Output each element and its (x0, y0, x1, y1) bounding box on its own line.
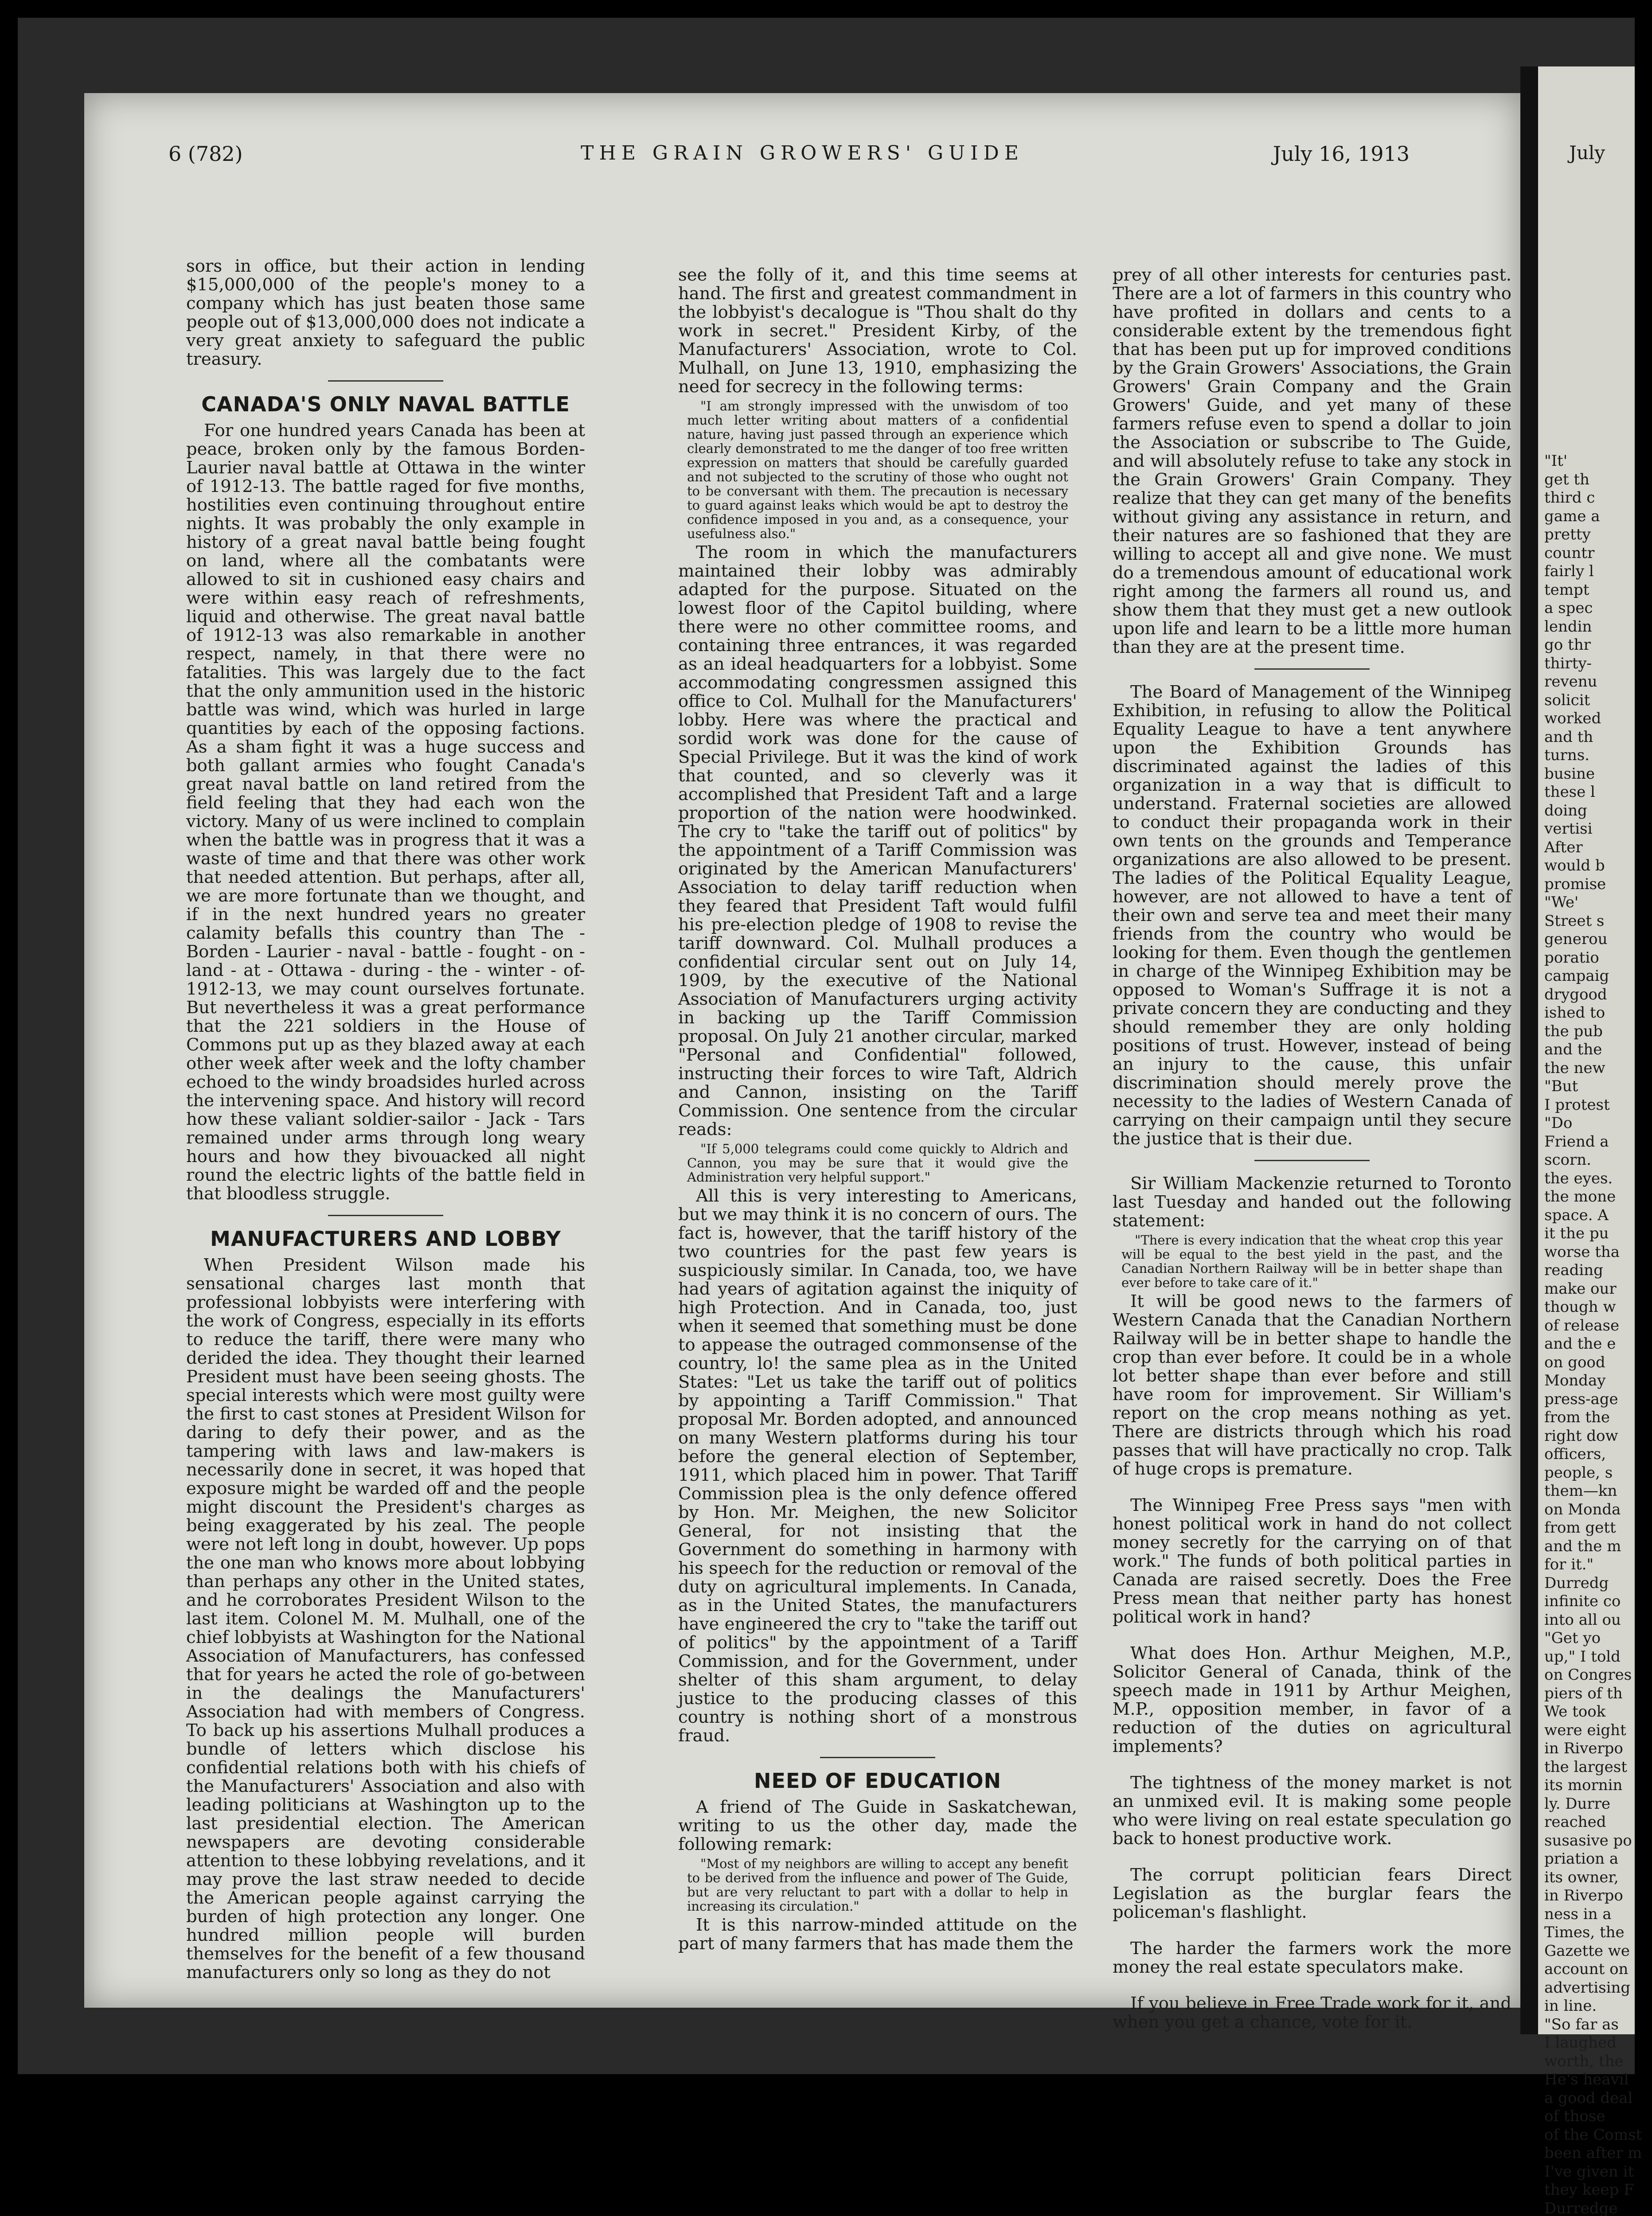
newspaper-title: THE GRAIN GROWERS' GUIDE (84, 142, 1520, 164)
adjacent-text-fragment: make our (1538, 1280, 1652, 1299)
adjacent-text-fragment: been after m (1538, 2144, 1652, 2163)
headline-need-of-education: NEED OF EDUCATION (678, 1771, 1077, 1790)
adjacent-text-fragment: Street s (1538, 912, 1652, 931)
adjacent-text-fragment: generou (1538, 930, 1652, 949)
adjacent-text-fragment: "Get yo (1538, 1629, 1652, 1648)
quoted-circular: "If 5,000 telegrams could come quickly to Aldrich and Cannon, you may be sure that it would give the Administration very helpful support." (687, 1142, 1068, 1184)
adjacent-text-fragment: of release (1538, 1317, 1652, 1335)
adjacent-text-fragment: of those (1538, 2107, 1652, 2126)
divider (1254, 1160, 1370, 1161)
article-paragraph: A friend of The Guide in Saskatchewan, writing to us the other day, made the following remark: (678, 1798, 1077, 1854)
adjacent-text-fragment: countr (1538, 544, 1652, 563)
adjacent-text-fragment: on Congres (1538, 1666, 1652, 1685)
adjacent-text-fragment: go thr (1538, 636, 1652, 655)
adjacent-text-fragment: on good (1538, 1354, 1652, 1372)
article-paragraph: see the folly of it, and this time seems at hand. The first and greatest commandment in the lobbyist's decalogue is "Thou shalt do thy work in secret." President Kirby, of the Manufacturers' Association, wrote to Col. Mulhall, on June 13, 1910, emphasizing the need for secrecy in the following terms: (678, 266, 1077, 396)
adjacent-text-fragment: account on (1538, 1960, 1652, 1979)
adjacent-text-fragment: ished to (1538, 1004, 1652, 1022)
quoted-statement: "There is every indication that the wheat crop this year will be equal to the best yield in the past, and the Canadian Northern Railway will be in better shape than ever before to take care of it." (1121, 1233, 1503, 1290)
page-gutter (1520, 66, 1538, 2034)
adjacent-text-fragment: a spec (1538, 599, 1652, 618)
article-continuation: sors in office, but their action in lending $15,000,000 of the people's money to a company which has just beaten those same people out of $13,000,000 does not indicate a very great anxiety to safeguard the public treasury. (186, 257, 585, 369)
column-1 (186, 257, 585, 1982)
editorial-exhibition: The Board of Management of the Winnipeg Exhibition, in refusing to allow the Political Equality League to have a tent anywhere upon the Exhibition Grounds has discriminated against the ladies of this organization in a way that is difficult to understand. Fraternal societies are allowed to conduct their propaganda work in their own tents on the grounds and Temperance organizations are also allowed to be present. The ladies of the Political Equality League, however, are not allowed to have a tent of their own and serve tea and meet their many friends from the country who would be looking for them. Even though the gentlemen in charge of the Winnipeg Exhibition may be opposed to Woman's Suffrage it is not a private concern they are conducting and they should remember they are only holding positions of trust. However, instead of being an injury to the cause, this unfair discrimination should merely prove the necessity to the ladies of Western Canada of carrying on their campaign until they secure the justice that is their due. (1113, 683, 1511, 1148)
editorial-mackenzie: Sir William Mackenzie returned to Toronto last Tuesday and handed out the following statement: (1113, 1174, 1511, 1230)
adjacent-text-fragment: the eyes. (1538, 1170, 1652, 1188)
adjacent-text-fragment: priation a (1538, 1850, 1652, 1869)
adjacent-text-fragment: in Riverpo (1538, 1887, 1652, 1905)
headline-naval-battle: CANADA'S ONLY NAVAL BATTLE (186, 395, 585, 414)
adjacent-text-fragment: it the pu (1538, 1225, 1652, 1243)
adjacent-text-fragment: for it." (1538, 1556, 1652, 1574)
adjacent-text-fragment: I protest (1538, 1096, 1652, 1115)
adjacent-text-fragment: worth, the (1538, 2052, 1652, 2071)
adjacent-text-fragment: ly. Durre (1538, 1795, 1652, 1814)
adjacent-text-fragment: infinite co (1538, 1592, 1652, 1611)
article-paragraph: The room in which the manufacturers maintained their lobby was admirably adapted for the purpose. Situated on the lowest floor of the Capitol building, where there were no other committee rooms, and containing three entrances, it was regarded as an ideal headquarters for a lobbyist. Some accommodating congressmen assigned this office to Col. Mulhall for the Manufacturers' lobby. Here was where the practical and sordid work was done for the cause of Special Privilege. But it was the kind of work that counted, and so cleverly was it accomplished that President Taft and a large proportion of the nation were hoodwinked. The cry to "take the tariff out of politics" by the appointment of a Tariff Commission was originated by the American Manufacturers' Association to delay tariff reduction when they feared that President Taft would fulfil his pre-election pledge of 1908 to revise the tariff downward. Col. Mulhall produces a confidential circular sent out on July 14, 1909, by the executive of the National Association of Manufacturers urging activity in backing up the Tariff Commission proposal. On July 21 another circular, marked "Personal and Confidential" followed, instructing their forces to wire Taft, Aldrich and Cannon, insisting on the Tariff Commission. One sentence from the circular reads: (678, 543, 1077, 1139)
divider (328, 380, 443, 382)
quoted-letter: "I am strongly impressed with the unwisdom of too much letter writing about matters of a confidential nature, having just passed through an experience which clearly demonstrated to me the danger of too free written expression on matters that should be carefully guarded and not subjected to the scrutiny of those who ought not to be conversant with them. The precaution is necessary to guard against leaks which would be apt to destroy the confidence imposed in you and, as a consequence, your usefulness also." (687, 399, 1068, 541)
adjacent-text-fragment: officers, (1538, 1445, 1652, 1464)
column-3 (1113, 266, 1511, 2032)
adjacent-text-fragment: into all ou (1538, 1611, 1652, 1630)
adjacent-text-fragment: worse tha (1538, 1243, 1652, 1262)
adjacent-text-fragment: busine (1538, 765, 1652, 784)
page-header (84, 142, 1520, 168)
adjacent-text-fragment: on Monda (1538, 1501, 1652, 1519)
adjacent-page-text (1538, 452, 1652, 2216)
adjacent-text-fragment: its mornin (1538, 1776, 1652, 1795)
adjacent-text-fragment: Durredg (1538, 1574, 1652, 1593)
adjacent-text-fragment: in Riverpo (1538, 1740, 1652, 1758)
divider (328, 1215, 443, 1216)
adjacent-text-fragment: lendin (1538, 618, 1652, 636)
adjacent-text-fragment: "But (1538, 1077, 1652, 1096)
adjacent-text-fragment: reading (1538, 1261, 1652, 1280)
adjacent-text-fragment: susasive po (1538, 1832, 1652, 1850)
editorial-free-trade: If you believe in Free Trade work for it, and when you get a chance, vote for it. (1113, 1994, 1511, 2032)
adjacent-text-fragment: reached (1538, 1813, 1652, 1832)
headline-manufacturers-lobby: MANUFACTURERS AND LOBBY (186, 1229, 585, 1248)
adjacent-text-fragment: "Do (1538, 1114, 1652, 1133)
adjacent-text-fragment: Times, the (1538, 1923, 1652, 1942)
adjacent-text-fragment: right dow (1538, 1427, 1652, 1446)
adjacent-text-fragment: drygood (1538, 986, 1652, 1004)
adjacent-text-fragment: After (1538, 839, 1652, 857)
adjacent-text-fragment: third c (1538, 489, 1652, 507)
adjacent-text-fragment: I've given it (1538, 2163, 1652, 2181)
adjacent-text-fragment: would b (1538, 857, 1652, 875)
adjacent-text-fragment: poratio (1538, 949, 1652, 968)
quoted-remark: "Most of my neighbors are willing to accept any benefit to be derived from the influence and power of The Guide, but are very reluctant to part with a dollar to help in increasing its circulation." (687, 1857, 1068, 1913)
adjacent-text-fragment: promise (1538, 875, 1652, 894)
article-paragraph: It is this narrow-minded attitude on the part of many farmers that has made them the (678, 1916, 1077, 1953)
adjacent-text-fragment: from the (1538, 1408, 1652, 1427)
article-naval-battle: For one hundred years Canada has been at peace, broken only by the famous Borden-Laurier naval battle at Ottawa in the winter of 1912-13. The battle raged for five months, hostilities even continuing throughout entire nights. It was probably the only example in history of a great naval battle being fought on land, where all the combatants were allowed to sit in cushioned easy chairs and were within easy reach of refreshments, liquid and otherwise. The great naval battle of 1912-13 was also remarkable in another respect, namely, in that there were no fatalities. This was largely due to the fact that the only ammunition used in the historic battle was wind, which was hurled in large quantities by each of the opposing factions. As a sham fight it was a huge success and both gallant armies who fought Canada's great naval battle on land retired from the field feeling that they had each won the victory. Many of us were inclined to complain when the battle was in progress that it was a waste of time and that there was other work that needed attention. But perhaps, after all, we are more fortunate than we thought, and if in the next hundred years no greater calamity befalls this country than The - Borden - Laurier - naval - battle - fought - on - land - at - Ottawa - during - the - winter - of-1912-13, we may count ourselves fortunate. But nevertheless it was a great performance that the 221 soldiers in the House of Commons put up as they blazed away at each other week after week and the lofty chamber echoed to the windy broadsides hurled across the intervening space. And history will record how these valiant soldier-sailor - Jack - Tars remained under arms through long weary hours and how they bivouacked all night round the electric lights of the battle field in that bloodless struggle. (186, 421, 585, 1203)
column-2 (678, 266, 1077, 1953)
adjacent-text-fragment: "It' (1538, 452, 1652, 471)
page-number: 6 (782) (168, 142, 243, 166)
adjacent-text-fragment: people, s (1538, 1464, 1652, 1483)
adjacent-text-fragment: and the e (1538, 1335, 1652, 1354)
adjacent-text-fragment: thirty- (1538, 655, 1652, 673)
adjacent-text-fragment: fairly l (1538, 562, 1652, 581)
editorial-free-press: The Winnipeg Free Press says "men with honest political work in hand do not collect money secretly for the carrying on of that work." The funds of both political parties in Canada are raised secretly. Does the Free Press mean that neither party has honest political work in hand? (1113, 1496, 1511, 1627)
adjacent-text-fragment: from gett (1538, 1519, 1652, 1537)
adjacent-page-header: July (1569, 142, 1605, 164)
adjacent-text-fragment: turns. (1538, 746, 1652, 765)
article-paragraph: prey of all other interests for centuries past. There are a lot of farmers in this country who have profited in dollars and cents to a considerable extent by the tremendous fight that has been put up for improved conditions by the Grain Growers' Associations, the Grain Growers' Grain Company and the Grain Growers' Guide, and yet many of these farmers refuse even to spend a dollar to join the Association or subscribe to The Guide, and will absolutely refuse to take any stock in the Grain Growers' Grain Company. They realize that they can get many of the benefits without giving any assistance in return, and their natures are so fashioned that they are willing to accept all and give none. We must do a tremendous amount of educational work right among the farmers all round us, and show them that they must get a new outlook upon life and learn to be a little more human than they are at the present time. (1113, 266, 1511, 657)
article-paragraph: All this is very interesting to Americans, but we may think it is no concern of ours. The fact is, however, that the tariff history of the two countries for the past few years is suspiciously similar. In Canada, too, we have had years of agitation against the iniquity of high Protection. And in Canada, too, just when it seemed that something must be done to appease the outraged commonsense of the country, lo! the same plea as in the United States: "Let us take the tariff out of politics by appointing a Tariff Commission." That proposal Mr. Borden adopted, and announced on many Western platforms during his tour before the general election of September, 1911, which placed him in power. That Tariff Commission plea is the only defence offered by Hon. Mr. Meighen, the new Solicitor General, for not insisting that the Government do something in harmony with his speech for the reduction or removal of the duty on agricultural implements. In Canada, as in the United States, the manufacturers have engineered the cry to "take the tariff out of politics" by the appointment of a Tariff Commission, and for the Government, under shelter of this sham argument, to delay justice to the producing classes of this country is nothing short of a monstrous fraud. (678, 1187, 1077, 1745)
adjacent-text-fragment: tempt (1538, 581, 1652, 600)
editorial-money-market: The tightness of the money market is not an unmixed evil. It is making some people who were living on real estate speculation go back to honest productive work. (1113, 1774, 1511, 1848)
adjacent-text-fragment: campaig (1538, 967, 1652, 986)
adjacent-text-fragment: Durredge (1538, 2200, 1652, 2216)
adjacent-text-fragment: Monday (1538, 1372, 1652, 1390)
newspaper-page (84, 93, 1520, 2008)
adjacent-text-fragment: doing (1538, 802, 1652, 820)
adjacent-text-fragment: were eight (1538, 1721, 1652, 1740)
adjacent-text-fragment: game a (1538, 507, 1652, 526)
adjacent-text-fragment: of the Comst (1538, 2126, 1652, 2145)
adjacent-text-fragment: them—kn (1538, 1482, 1652, 1501)
adjacent-text-fragment: "We' (1538, 893, 1652, 912)
adjacent-text-fragment: these l (1538, 783, 1652, 802)
adjacent-text-fragment: scorn. (1538, 1151, 1652, 1170)
adjacent-text-fragment: the pub (1538, 1022, 1652, 1041)
divider (1254, 668, 1370, 670)
adjacent-text-fragment: get th (1538, 471, 1652, 489)
adjacent-text-fragment: and the (1538, 1041, 1652, 1059)
adjacent-text-fragment: space. A (1538, 1206, 1652, 1225)
adjacent-text-fragment: We took (1538, 1703, 1652, 1721)
adjacent-text-fragment: in line. (1538, 1997, 1652, 2016)
adjacent-text-fragment: "So far as (1538, 2016, 1652, 2034)
adjacent-text-fragment: ness in a (1538, 1905, 1652, 1924)
article-manufacturers-lobby: When President Wilson made his sensational charges last month that professional lobbyists were interfering with the work of Congress, especially in its efforts to reduce the tariff, there were many who derided the idea. They thought their learned President must have been seeing ghosts. The special interests which were most guilty were the first to cast stones at President Wilson for daring to defy their power, and as the tampering with laws and law-makers is necessarily done in secret, it was hoped that exposure might be warded off and the people might discount the President's charges as being exaggerated by his zeal. The people were not left long in doubt, however. Up pops the one man who knows more about lobbying than perhaps any other in the United states, and he corroborates President Wilson to the last item. Colonel M. M. Mulhall, one of the chief lobbyists at Washington for the National Association of Manufacturers, has confessed that for years he acted the role of go-between in the dealings the Manufacturers' Association had with members of Congress. To back up his assertions Mulhall produces a bundle of letters which disclose his confidential relations both with his chiefs of the Manufacturers' Association and also with leading politicians at Washington up to the last presidential election. The American newspapers are devoting considerable attention to these lobbying revelations, and it may prove the last straw needed to decide the American people against carrying the burden of high protection any longer. One hundred million people will burden themselves for the benefit of a few thousand manufacturers only so long as they do not (186, 1256, 585, 1982)
adjacent-text-fragment: advertising (1538, 1979, 1652, 1998)
divider (820, 1757, 935, 1758)
adjacent-text-fragment: a good deal (1538, 2089, 1652, 2108)
adjacent-text-fragment: Gazette we (1538, 1942, 1652, 1961)
adjacent-text-fragment: and the m (1538, 1537, 1652, 1556)
adjacent-text-fragment: the mone (1538, 1188, 1652, 1206)
adjacent-text-fragment: they keep F (1538, 2181, 1652, 2200)
adjacent-text-fragment: its owner, (1538, 1869, 1652, 1887)
adjacent-text-fragment: though w (1538, 1298, 1652, 1317)
adjacent-text-fragment: Friend a (1538, 1133, 1652, 1151)
adjacent-page-fragment (1538, 66, 1635, 2034)
adjacent-text-fragment: revenu (1538, 673, 1652, 691)
editorial-speculators: The harder the farmers work the more money the real estate speculators make. (1113, 1939, 1511, 1977)
adjacent-text-fragment: worked (1538, 710, 1652, 728)
adjacent-text-fragment: pretty (1538, 526, 1652, 544)
adjacent-text-fragment: and th (1538, 728, 1652, 747)
adjacent-text-fragment: up," I told (1538, 1648, 1652, 1666)
adjacent-text-fragment: the largest (1538, 1758, 1652, 1777)
adjacent-text-fragment: I laughed (1538, 2034, 1652, 2052)
adjacent-text-fragment: solicit (1538, 691, 1652, 710)
adjacent-text-fragment: He's heavil (1538, 2071, 1652, 2089)
article-paragraph: It will be good news to the farmers of Western Canada that the Canadian Northern Railway will be in better shape to handle the crop than ever before. It could be in a whole lot better shape than ever before and still have room for improvement. Sir William's report on the crop means nothing as yet. There are districts through which his road passes that will have practically no crop. Talk of huge crops is premature. (1113, 1292, 1511, 1479)
editorial-direct-legislation: The corrupt politician fears Direct Legislation as the burglar fears the policeman's flashlight. (1113, 1866, 1511, 1922)
adjacent-text-fragment: piers of th (1538, 1685, 1652, 1703)
adjacent-text-fragment: vertisi (1538, 820, 1652, 839)
adjacent-text-fragment: press-age (1538, 1390, 1652, 1409)
adjacent-text-fragment: the new (1538, 1059, 1652, 1078)
editorial-meighen: What does Hon. Arthur Meighen, M.P., Solicitor General of Canada, think of the speech made in 1911 by Arthur Meighen, M.P., opposition member, in favor of a reduction of the duties on agricultural implements? (1113, 1644, 1511, 1756)
issue-date: July 16, 1913 (1273, 142, 1410, 166)
